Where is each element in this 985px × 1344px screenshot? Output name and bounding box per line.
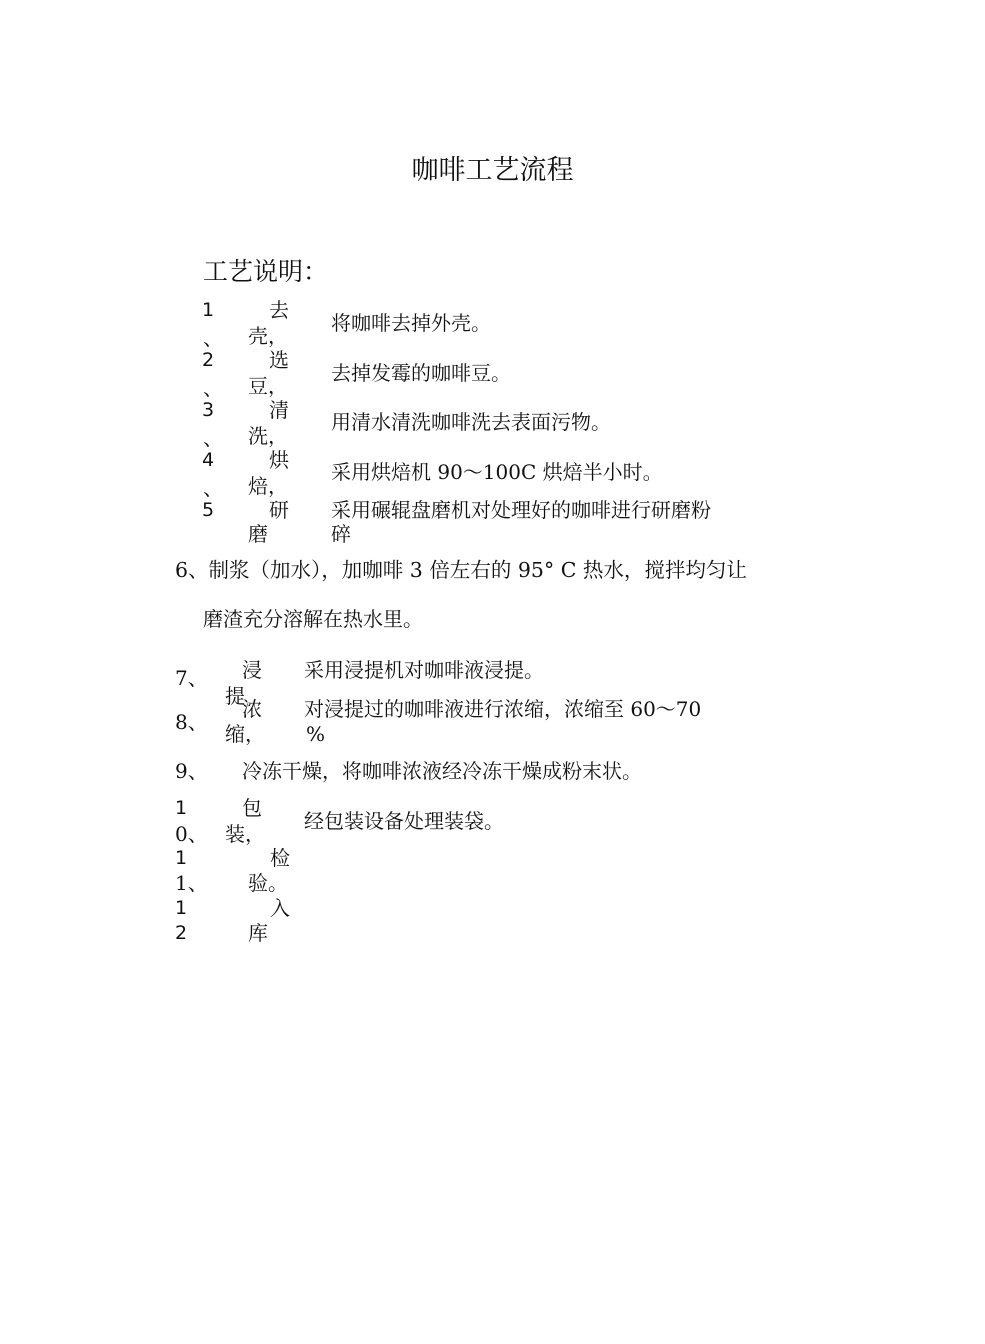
step-3-desc: 用清水清洗咖啡洗去表面污物。: [331, 410, 611, 434]
step-10-name: 包: [242, 796, 262, 820]
step-7-name-2: 提: [225, 684, 245, 708]
step-1-desc: 将咖啡去掉外壳。: [331, 311, 491, 335]
step-7-desc: 采用浸提机对咖啡液浸提。: [304, 658, 544, 682]
step-3-number: 3: [202, 399, 215, 421]
step-12-name-2: 库: [248, 921, 268, 945]
step-12-number: 1: [175, 897, 188, 919]
step-4-number: 4: [202, 449, 215, 471]
step-10-number: 1: [175, 797, 188, 819]
step-1-number: 1: [202, 299, 215, 321]
step-4-name-2: 焙，: [248, 474, 288, 498]
step-5-desc-2: 碎: [331, 522, 351, 546]
step-10-desc: 经包装设备处理装袋。: [304, 809, 504, 833]
step-9-number: 9、: [175, 759, 208, 783]
step-2-number: 2: [202, 349, 215, 371]
step-2-desc: 去掉发霉的咖啡豆。: [331, 361, 511, 385]
step-8-name: 浓: [242, 697, 262, 721]
step-10-name-2: 装，: [225, 822, 265, 846]
step-6-text: 6、制浆（加水），加咖啡 3 倍左右的 95° C 热水，搅拌均匀让: [175, 558, 747, 582]
step-7-name: 浸: [242, 658, 262, 682]
step-7-number: 7、: [175, 666, 208, 690]
section-heading: 工艺说明：: [203, 257, 329, 286]
step-1-name: 去: [269, 298, 289, 322]
step-11-number: 1: [175, 847, 188, 869]
step-4-number-suffix: 、: [203, 476, 223, 500]
step-3-name-2: 洗，: [248, 424, 288, 448]
step-2-name-2: 豆，: [248, 374, 288, 398]
step-4-desc: 采用烘焙机 90〜100C 烘焙半小时。: [331, 460, 663, 484]
step-3-name: 清: [269, 398, 289, 422]
step-6-text-2: 磨渣充分溶解在热水里。: [203, 607, 423, 631]
step-1-number-suffix: 、: [203, 326, 223, 350]
step-8-name-2: 缩，: [225, 722, 265, 746]
step-8-desc-2: %: [306, 722, 326, 746]
step-11-name: 检: [270, 846, 290, 870]
step-12-name: 入: [270, 896, 290, 920]
page-title: 咖啡工艺流程: [411, 155, 574, 186]
step-8-desc: 对浸提过的咖啡液进行浓缩，浓缩至 60〜70: [304, 697, 702, 721]
step-2-name: 选: [269, 348, 289, 372]
step-3-number-suffix: 、: [203, 426, 223, 450]
step-1-name-2: 壳，: [248, 324, 288, 348]
step-4-name: 烘: [269, 448, 289, 472]
step-5-number: 5: [202, 499, 215, 521]
step-11-number-2: 1、: [175, 871, 208, 895]
step-8-number: 8、: [175, 710, 208, 734]
step-5-name: 研: [269, 498, 289, 522]
step-12-number-2: 2: [175, 922, 188, 944]
step-10-number-2: 0、: [175, 822, 208, 846]
step-5-name-2: 磨: [248, 522, 268, 546]
step-5-desc: 采用碾辊盘磨机对处理好的咖啡进行研磨粉: [331, 498, 711, 522]
step-11-name-2: 验。: [248, 871, 288, 895]
step-2-number-suffix: 、: [203, 376, 223, 400]
step-9-text: 冷冻干燥，将咖啡浓液经冷冻干燥成粉末状。: [242, 759, 642, 783]
